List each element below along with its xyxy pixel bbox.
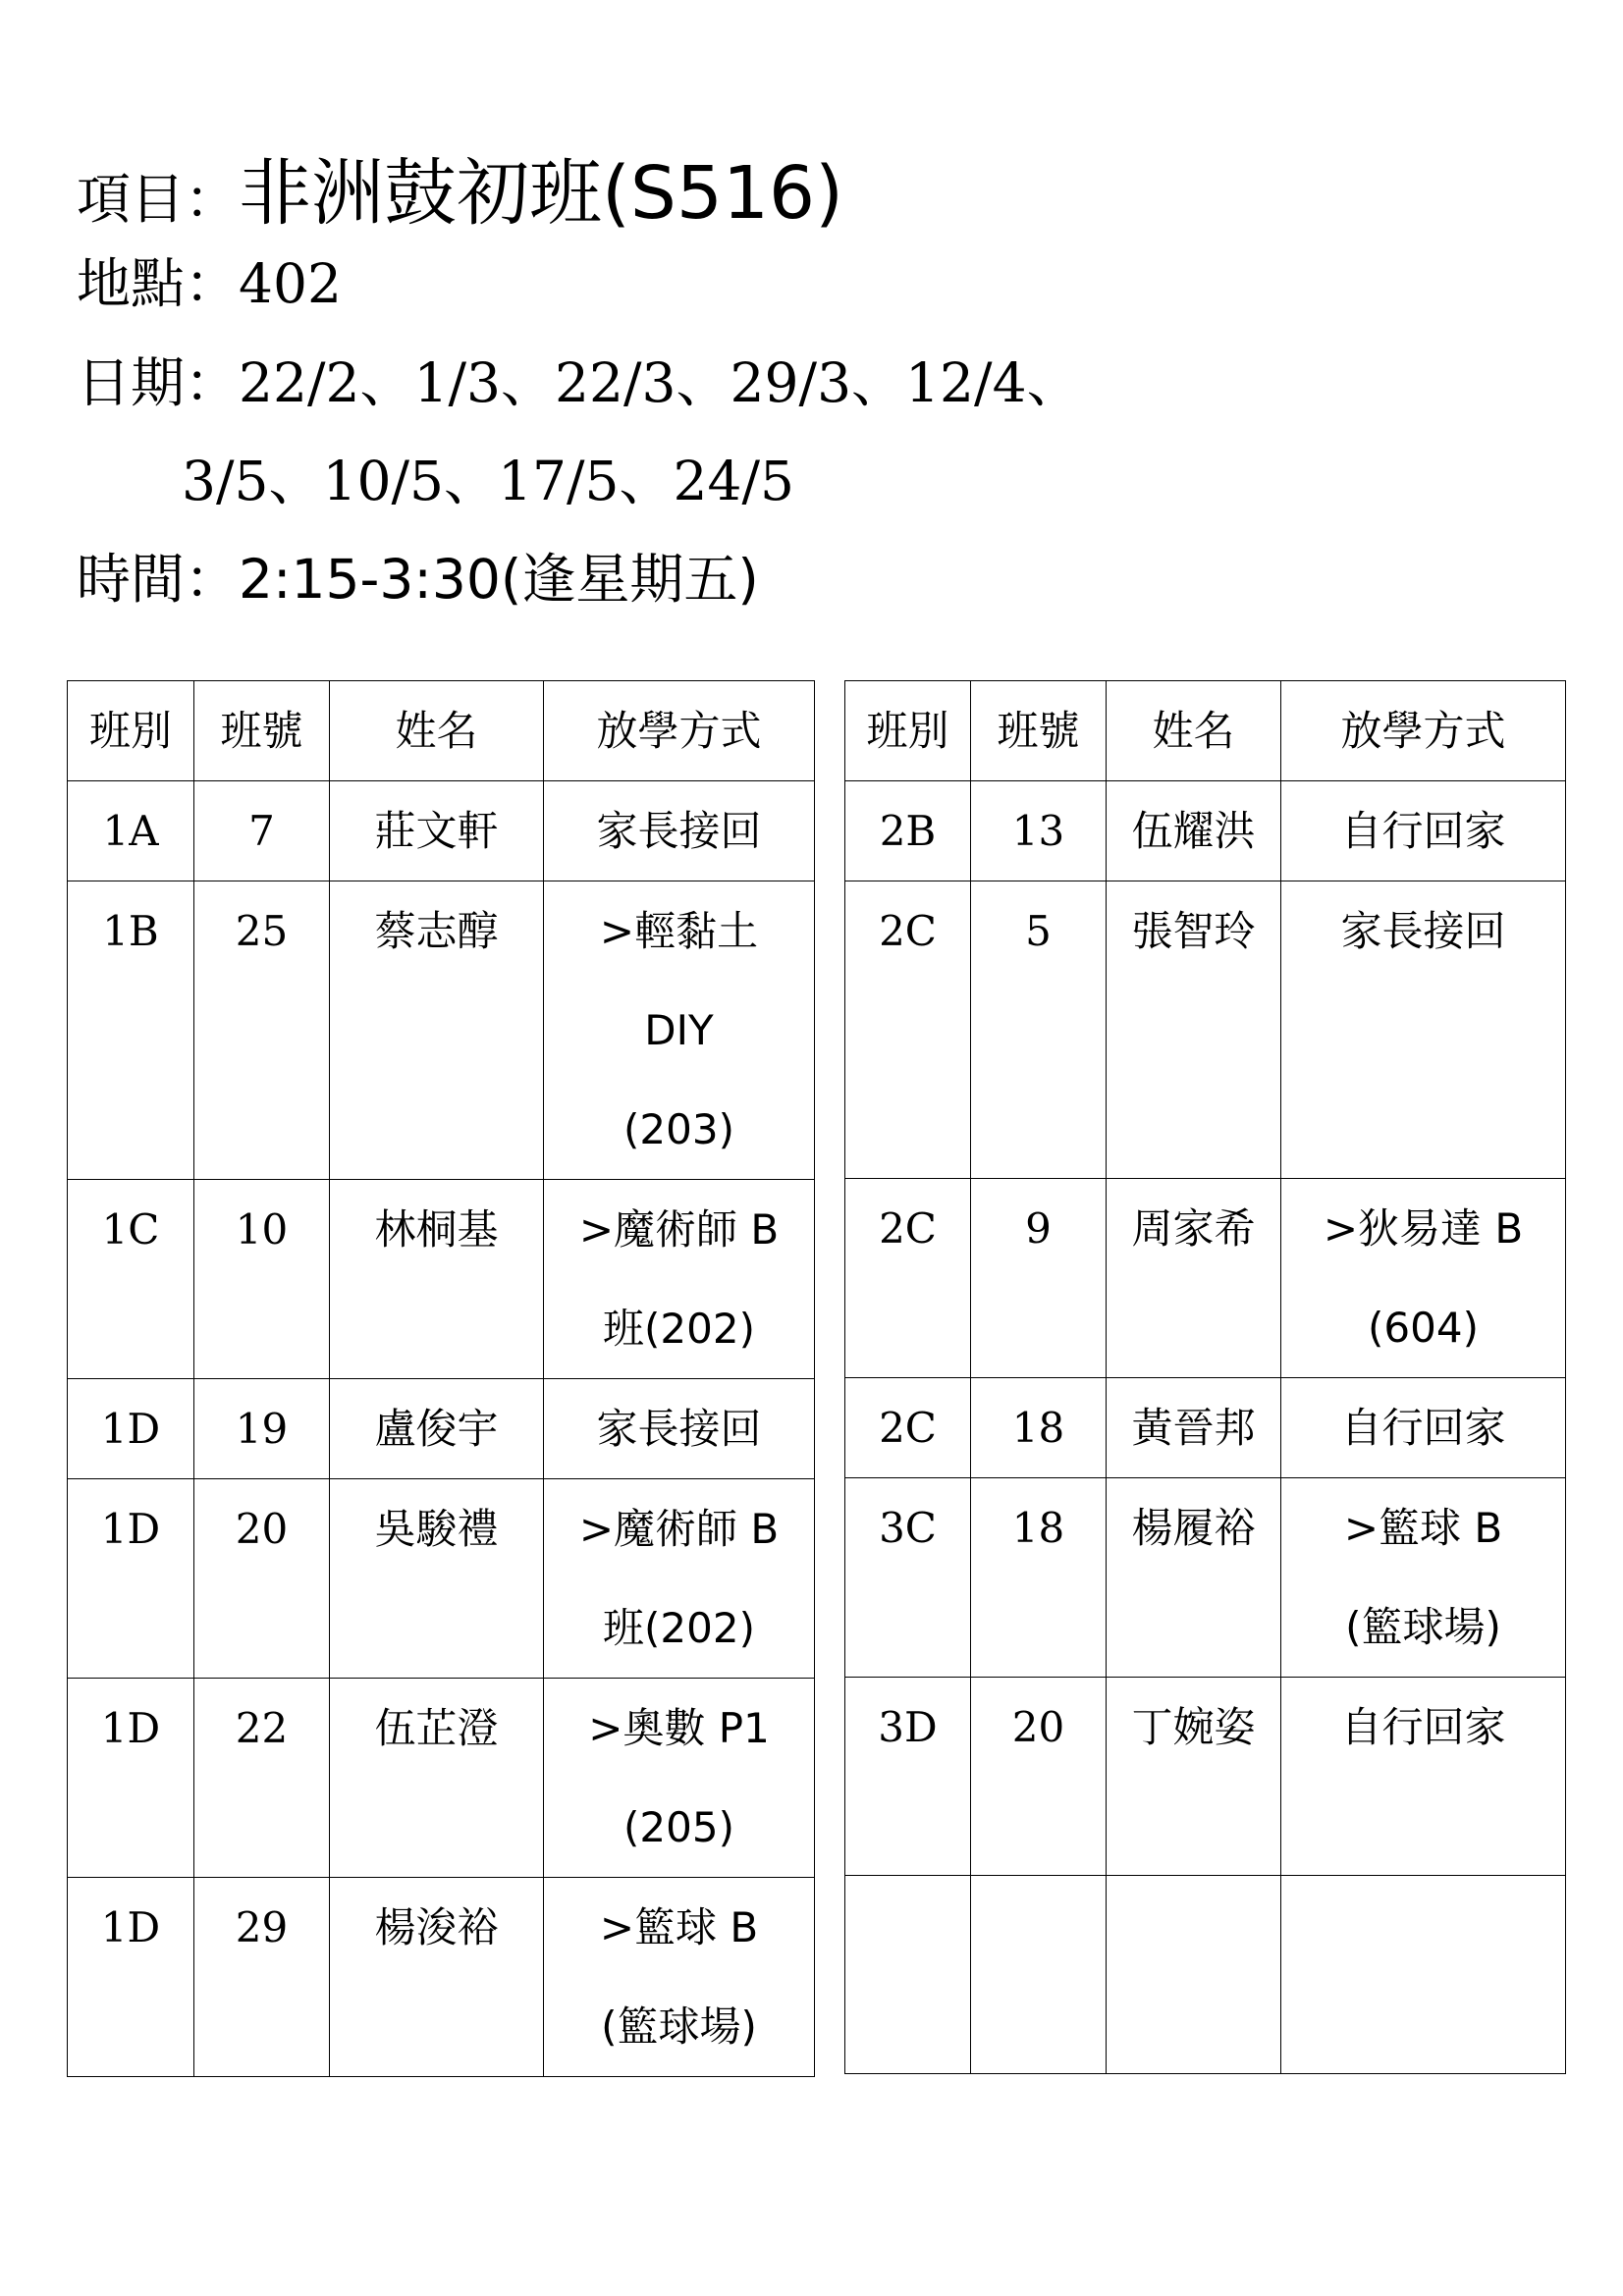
class-cell: 3D bbox=[845, 1678, 971, 1876]
method-cell bbox=[544, 1679, 815, 1878]
table-row bbox=[68, 1479, 815, 1679]
method-line: 自行回家 bbox=[1340, 1404, 1506, 1452]
number-cell: 18 bbox=[971, 1478, 1107, 1678]
name-cell: 伍芷澄 bbox=[330, 1679, 544, 1878]
method-line: (203) bbox=[623, 1105, 734, 1153]
class-cell: 2C bbox=[845, 881, 971, 1179]
name-cell: 蔡志醇 bbox=[330, 881, 544, 1180]
class-cell: 2B bbox=[845, 781, 971, 881]
table-row bbox=[845, 1678, 1566, 1876]
name-cell: 吳駿禮 bbox=[330, 1479, 544, 1679]
name-cell: 周家希 bbox=[1107, 1179, 1281, 1378]
number-cell: 10 bbox=[194, 1180, 330, 1379]
table-row bbox=[845, 1179, 1566, 1378]
number-cell: 19 bbox=[194, 1379, 330, 1479]
class-cell: 2C bbox=[845, 1179, 971, 1378]
right-roster-table bbox=[844, 680, 1566, 2074]
table-row bbox=[845, 781, 1566, 881]
method-line: 家長接回 bbox=[596, 1405, 762, 1453]
method-cell bbox=[1281, 1478, 1566, 1678]
table-row bbox=[845, 1378, 1566, 1478]
method-cell bbox=[544, 1180, 815, 1379]
method-cell bbox=[1281, 881, 1566, 1179]
class-cell: 1D bbox=[68, 1379, 194, 1479]
table-row bbox=[68, 1679, 815, 1878]
date-line-2 bbox=[182, 450, 795, 512]
method-line: (籃球場) bbox=[1345, 1603, 1501, 1651]
table-row bbox=[845, 881, 1566, 1179]
name-cell: 張智玲 bbox=[1107, 881, 1281, 1179]
location-value: 402 bbox=[239, 252, 342, 315]
name-cell: 伍耀洪 bbox=[1107, 781, 1281, 881]
method-line: (籃球場) bbox=[601, 2002, 757, 2051]
method-line: 家長接回 bbox=[596, 807, 762, 855]
date-line bbox=[77, 351, 1081, 414]
method-line: DIY bbox=[644, 1006, 714, 1054]
number-cell: 9 bbox=[971, 1179, 1107, 1378]
name-cell: 莊文軒 bbox=[330, 781, 544, 881]
method-cell bbox=[1281, 1678, 1566, 1876]
table-row bbox=[68, 1379, 815, 1479]
method-cell bbox=[1281, 1378, 1566, 1478]
class-cell bbox=[845, 1876, 971, 2074]
class-cell: 1C bbox=[68, 1180, 194, 1379]
table-row bbox=[68, 1180, 815, 1379]
date-value-line1: 22/2、1/3、22/3、29/3、12/4、 bbox=[239, 351, 1081, 414]
item-value: 非洲鼓初班(S516) bbox=[239, 151, 843, 236]
number-cell: 22 bbox=[194, 1679, 330, 1878]
location-line bbox=[77, 252, 342, 315]
header-name: 姓名 bbox=[330, 681, 544, 781]
table-row bbox=[68, 881, 815, 1180]
table-row bbox=[68, 1878, 815, 2077]
method-cell bbox=[544, 881, 815, 1180]
right-table-header-row bbox=[845, 681, 1566, 781]
number-cell: 7 bbox=[194, 781, 330, 881]
header-class: 班別 bbox=[68, 681, 194, 781]
method-line: >輕黏土 bbox=[599, 907, 759, 955]
table-row bbox=[845, 1478, 1566, 1678]
class-cell: 2C bbox=[845, 1378, 971, 1478]
time-label: 時間： bbox=[77, 548, 240, 611]
method-line: 自行回家 bbox=[1340, 1703, 1506, 1751]
item-label: 項目： bbox=[77, 168, 240, 231]
class-cell: 1B bbox=[68, 881, 194, 1180]
location-label: 地點： bbox=[77, 252, 240, 315]
name-cell bbox=[1107, 1876, 1281, 2074]
left-table-header-row bbox=[68, 681, 815, 781]
method-line: >籃球 B bbox=[1343, 1504, 1503, 1552]
method-line: 班(202) bbox=[603, 1305, 755, 1353]
date-label: 日期： bbox=[77, 351, 240, 414]
method-cell bbox=[544, 1479, 815, 1679]
number-cell: 25 bbox=[194, 881, 330, 1180]
number-cell: 20 bbox=[194, 1479, 330, 1679]
method-cell bbox=[1281, 781, 1566, 881]
number-cell: 13 bbox=[971, 781, 1107, 881]
method-cell bbox=[544, 781, 815, 881]
header-number: 班號 bbox=[971, 681, 1107, 781]
method-cell bbox=[1281, 1876, 1566, 2074]
method-line: (205) bbox=[623, 1803, 734, 1851]
method-line: 班(202) bbox=[603, 1604, 755, 1652]
method-cell bbox=[1281, 1179, 1566, 1378]
method-line: 家長接回 bbox=[1340, 907, 1506, 955]
method-line: (604) bbox=[1368, 1304, 1479, 1352]
number-cell: 20 bbox=[971, 1678, 1107, 1876]
class-cell: 1A bbox=[68, 781, 194, 881]
method-line: >籃球 B bbox=[599, 1903, 759, 1951]
method-line: >魔術師 B bbox=[578, 1505, 780, 1553]
method-cell bbox=[544, 1379, 815, 1479]
time-line bbox=[77, 548, 759, 611]
class-cell: 3C bbox=[845, 1478, 971, 1678]
number-cell: 18 bbox=[971, 1378, 1107, 1478]
method-line: 自行回家 bbox=[1340, 807, 1506, 855]
header-method: 放學方式 bbox=[1281, 681, 1566, 781]
name-cell: 黃晉邦 bbox=[1107, 1378, 1281, 1478]
number-cell: 29 bbox=[194, 1878, 330, 2077]
item-line bbox=[77, 151, 843, 236]
method-line: >魔術師 B bbox=[578, 1205, 780, 1254]
table-row bbox=[68, 781, 815, 881]
table-row bbox=[845, 1876, 1566, 2074]
name-cell: 林桐基 bbox=[330, 1180, 544, 1379]
method-cell bbox=[544, 1878, 815, 2077]
number-cell bbox=[971, 1876, 1107, 2074]
name-cell: 楊履裕 bbox=[1107, 1478, 1281, 1678]
class-cell: 1D bbox=[68, 1878, 194, 2077]
time-value: 2:15-3:30(逢星期五) bbox=[239, 548, 759, 611]
name-cell: 盧俊宇 bbox=[330, 1379, 544, 1479]
method-line: >奧數 P1 bbox=[588, 1704, 770, 1752]
name-cell: 丁婉姿 bbox=[1107, 1678, 1281, 1876]
header-name: 姓名 bbox=[1107, 681, 1281, 781]
header-method: 放學方式 bbox=[544, 681, 815, 781]
date-value-line2: 3/5、10/5、17/5、24/5 bbox=[182, 450, 795, 512]
number-cell: 5 bbox=[971, 881, 1107, 1179]
method-line: >狄易達 B bbox=[1323, 1204, 1524, 1253]
class-cell: 1D bbox=[68, 1479, 194, 1679]
header-number: 班號 bbox=[194, 681, 330, 781]
left-roster-table bbox=[67, 680, 815, 2077]
name-cell: 楊浚裕 bbox=[330, 1878, 544, 2077]
class-cell: 1D bbox=[68, 1679, 194, 1878]
header-class: 班別 bbox=[845, 681, 971, 781]
